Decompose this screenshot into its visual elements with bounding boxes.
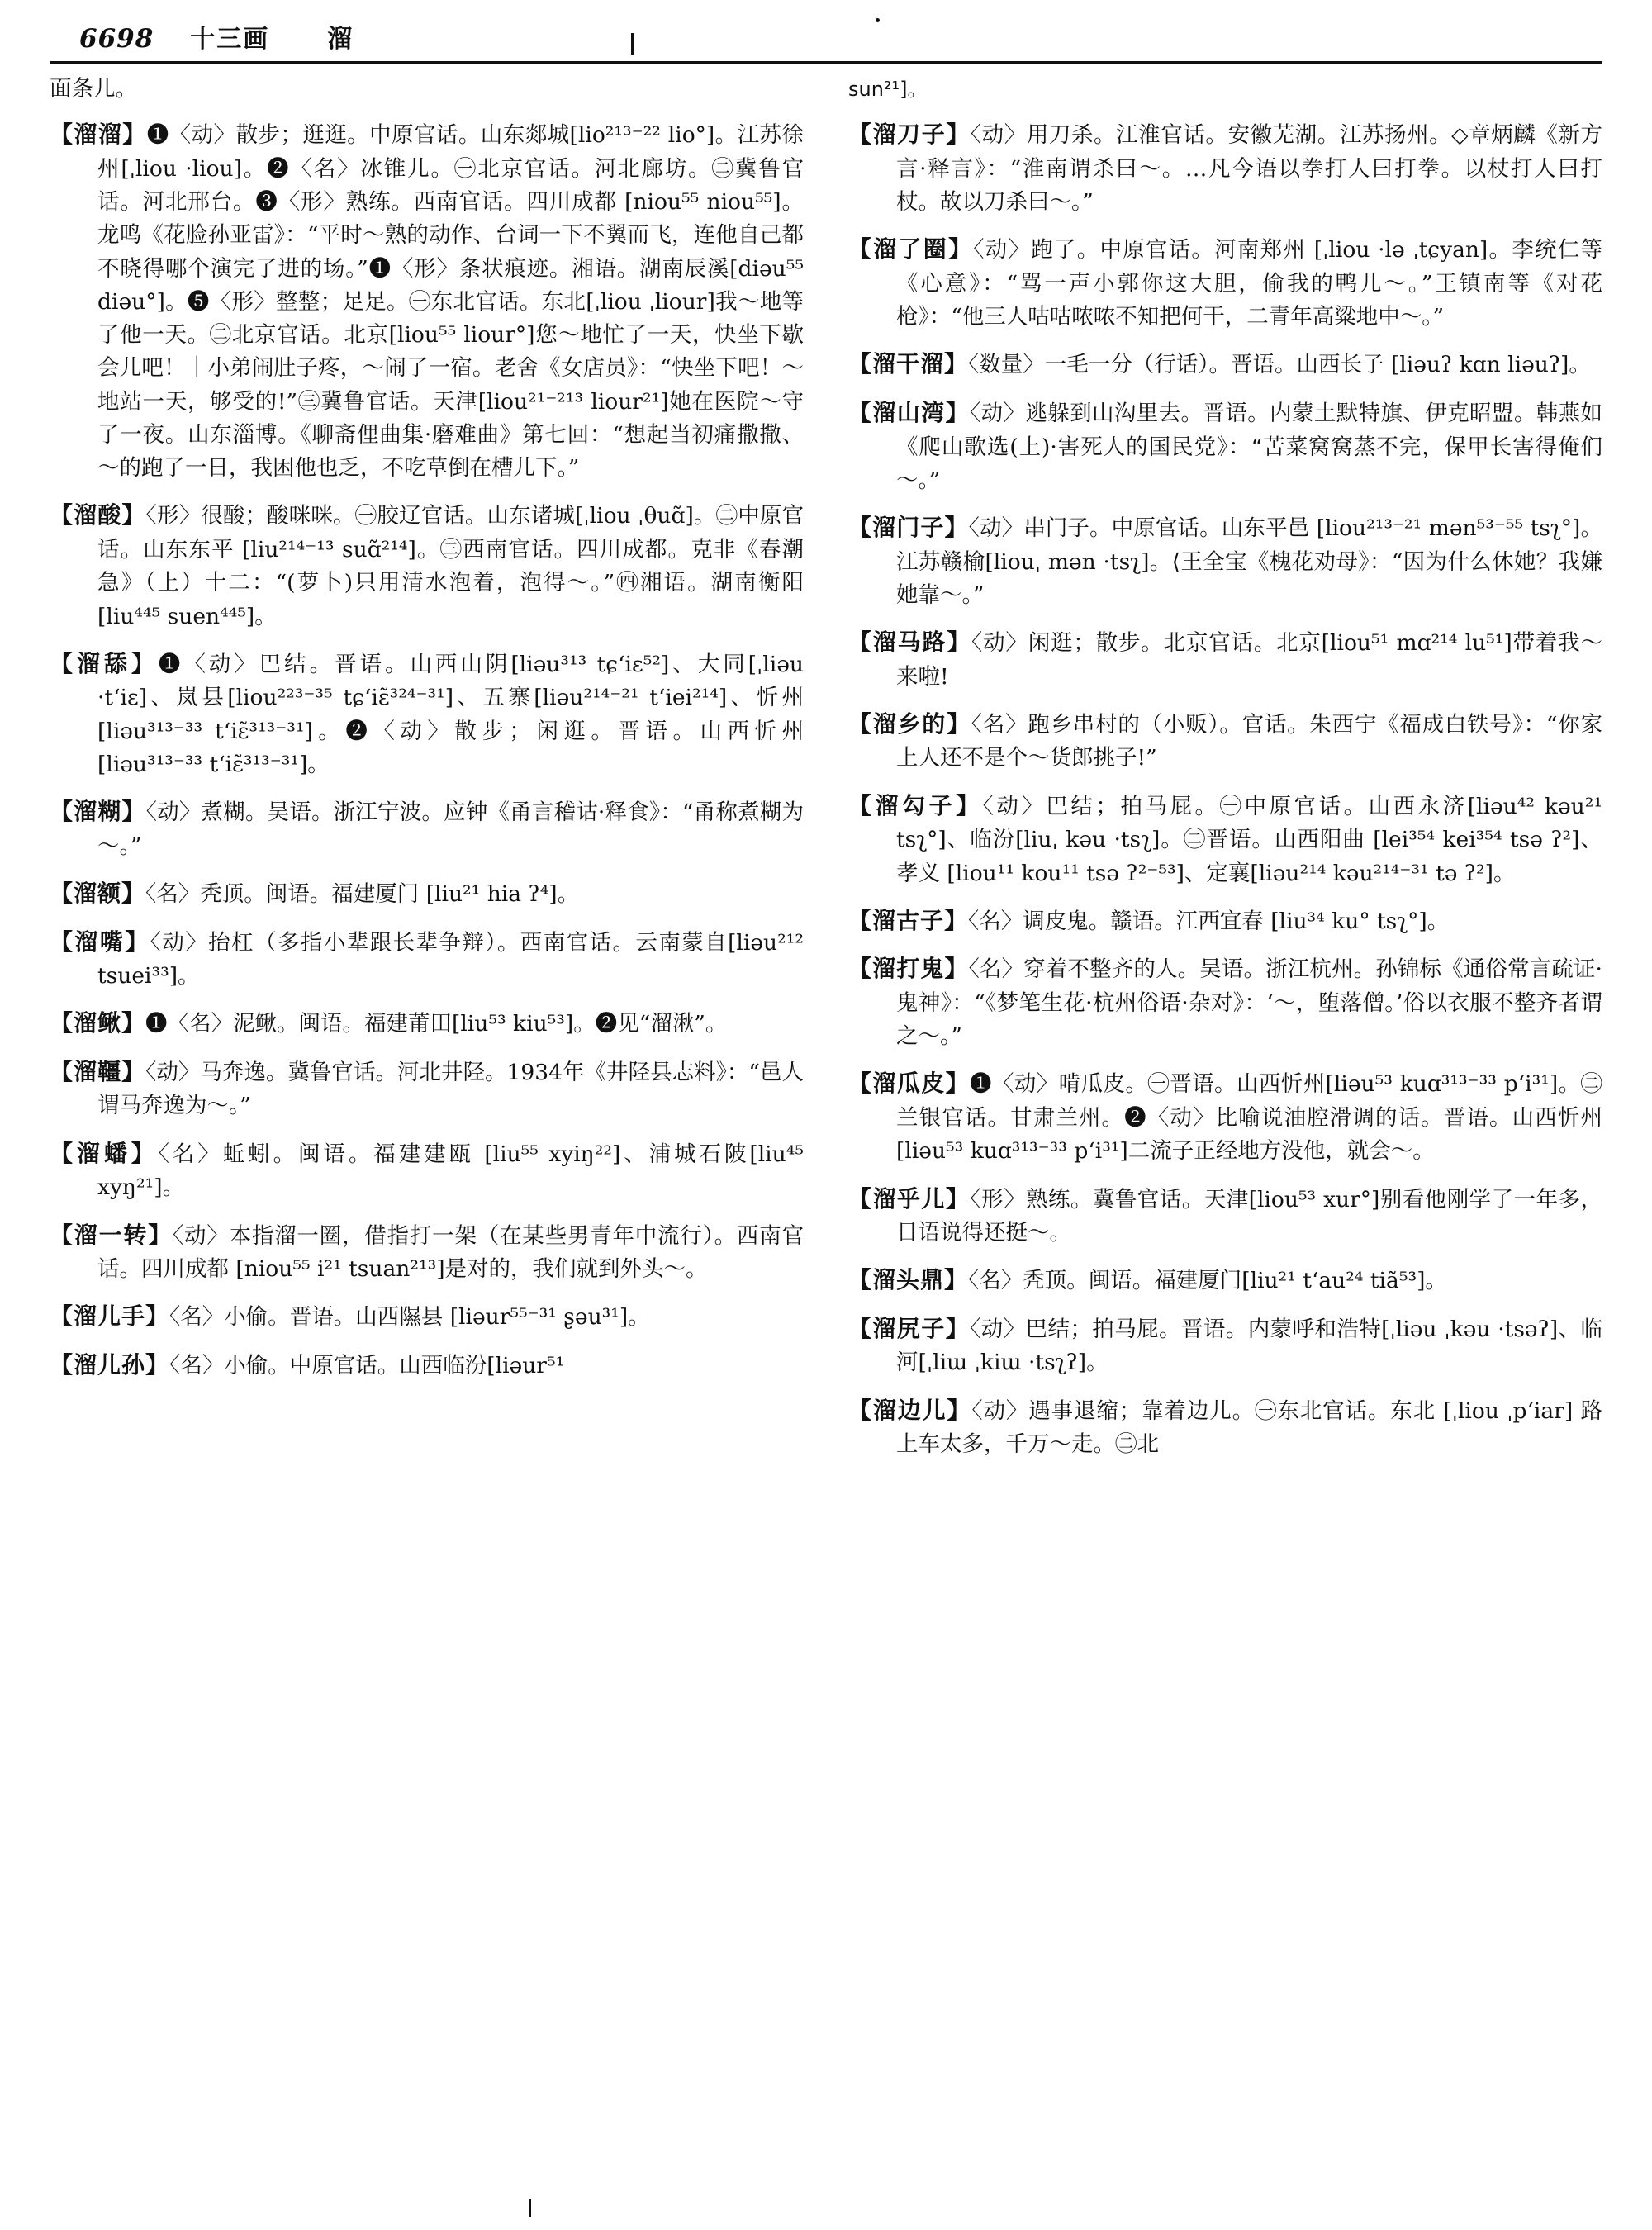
entry-body: 〈名〉调皮鬼。赣语。江西宜春 [liu³⁴ ku° tsʅ°]。	[968, 908, 1450, 934]
entry-headword: 【溜头鼎】	[848, 1266, 969, 1294]
dictionary-entry	[50, 1348, 804, 1383]
entry-headword: 【溜尻子】	[848, 1314, 971, 1342]
entry-body: 〈数量〉一毛一分（行话）。晋语。山西长子 [liəuʔ kɑn liəuʔ]。	[968, 352, 1591, 378]
entry-body: 〈名〉小偷。中原官话。山西临汾[liəur⁵¹	[169, 1352, 565, 1378]
stroke-count-label: 十三画	[190, 25, 270, 54]
left-column	[50, 73, 804, 1475]
entry-body: 〈名〉穿着不整齐的人。吴语。浙江杭州。孙锦标《通俗常言疏证·鬼神》：“《梦笔生花·杭州俗语·杂对》：‘～，堕落僧。’俗以衣服不整齐者谓之～。”	[896, 956, 1602, 1050]
entry-body: 〈动〉煮糊。吴语。浙江宁波。应钟《甬言稽诂·释食》：“甬称煮糊为～。”	[97, 799, 804, 859]
entry-body: 面条儿。	[50, 76, 137, 102]
entry-body: 〈动〉跑了。中原官话。河南郑州 [ˌliou ·lə ˌtɕyan]。李统仁等《心意》：“骂一声小郭你这大胆，偷我的鸭儿～。”王镇南等《对花枪》：“他三人咕咕哝哝不知把何干，二青年高粱地中～。”	[896, 237, 1602, 330]
header-character: 溜	[327, 25, 353, 54]
top-center-tick	[631, 33, 634, 55]
dictionary-entry	[50, 1299, 804, 1335]
entry-headword: 【溜勾子】	[848, 791, 983, 819]
entry-body: ❶〈动〉啃瓜皮。㊀晋语。山西忻州[liəu⁵³ kuɑ³¹³⁻³³ p‘i³¹]。㊁兰银官话。甘肃兰州。❷〈动〉比喻说油腔滑调的话。晋语。山西忻州 [liəu⁵³ kuɑ³¹³⁻³³ p‘i³¹]二流子正经地方没他，就会～。	[896, 1071, 1602, 1165]
entry-headword: 【溜额】	[50, 879, 146, 907]
dictionary-entry	[848, 707, 1602, 776]
dictionary-entry	[848, 1066, 1602, 1168]
dictionary-entry	[848, 1263, 1602, 1298]
dictionary-entry	[50, 925, 804, 994]
entry-body: 〈动〉串门子。中原官话。山东平邑 [liou²¹³⁻²¹ mən⁵³⁻⁵⁵ tsʅ°]。江苏赣榆[liouˌ mən ·tsʅ]。⟨王全宝《槐花劝母》：“因为什么休她？我嫌她靠～。”	[896, 515, 1602, 608]
dictionary-entry	[50, 795, 804, 863]
entry-body: ❶〈名〉泥鳅。闽语。福建莆田[liu⁵³ kiu⁵³]。❷见“溜湫”。	[145, 1011, 728, 1037]
dictionary-entry	[848, 396, 1602, 497]
dictionary-entry	[50, 117, 804, 485]
entry-body: 〈动〉抬杠（多指小辈跟长辈争辩）。西南官话。云南蒙自[liəu²¹² tsuei³³]。	[97, 929, 804, 989]
dictionary-entry	[848, 1393, 1602, 1462]
entry-continuation	[50, 73, 804, 106]
dictionary-entry	[848, 232, 1602, 334]
entry-headword: 【溜酸】	[50, 501, 146, 529]
entry-headword: 【溜乡的】	[848, 709, 971, 738]
entry-headword: 【溜马路】	[848, 629, 972, 657]
dictionary-entry	[50, 1006, 804, 1041]
dictionary-entry	[848, 789, 1602, 890]
dictionary-entry	[50, 498, 804, 633]
entry-body: 〈动〉遇事退缩；靠着边儿。㊀东北官话。东北 [ˌliou ˌp‘iar] 路上车太多，千万～走。㊁北	[896, 1397, 1602, 1458]
entry-headword: 【溜舔】	[50, 649, 159, 677]
entry-headword: 【溜边儿】	[848, 1396, 972, 1424]
right-column	[848, 73, 1602, 1475]
dictionary-entry	[848, 510, 1602, 612]
dictionary-entry	[848, 904, 1602, 939]
dictionary-entry	[848, 1182, 1602, 1250]
entry-headword: 【溜瓜皮】	[848, 1070, 971, 1098]
entry-headword: 【溜乎儿】	[848, 1184, 971, 1212]
dictionary-entry	[50, 1055, 804, 1123]
entry-body: 〈名〉秃顶。闽语。福建厦门 [liu²¹ hia ʔ⁴]。	[145, 880, 580, 907]
entry-body: 〈形〉很酸；酸咪咪。㊀胶辽官话。山东诸城[ˌliou ˌθuɑ̃]。㊁中原官话。山东东平 [liu²¹⁴⁻¹³ suɑ̃²¹⁴]。㊂西南官话。四川成都。克非《春潮急》（上）十二：“(萝卜)只用清水泡着，泡得～。”㊃湘语。湖南衡阳[liu⁴⁴⁵ suen⁴⁴⁵]。	[97, 503, 804, 629]
entry-headword: 【溜一转】	[50, 1221, 173, 1249]
entry-body: 〈名〉小偷。晋语。山西隰县 [liəur⁵⁵⁻³¹ ʂəu³¹]。	[169, 1304, 650, 1331]
entry-headword: 【溜鳅】	[50, 1009, 146, 1037]
entry-headword: 【溜门子】	[848, 514, 969, 542]
entry-headword: 【溜韁】	[50, 1057, 146, 1085]
entry-headword: 【溜嘴】	[50, 928, 150, 956]
entry-body: 〈名〉蚯蚓。闽语。福建建瓯 [liu⁵⁵ xyiŋ²²]、浦城石陂[liu⁴⁵ xyŋ²¹]。	[97, 1141, 804, 1201]
entry-body: 〈动〉闲逛；散步。北京官话。北京[liou⁵¹ mɑ²¹⁴ lu⁵¹]带着我～来啦!	[896, 630, 1602, 690]
dictionary-entry	[50, 876, 804, 912]
dictionary-entry	[848, 1312, 1602, 1380]
dictionary-entry	[848, 347, 1602, 382]
entry-body: 〈动〉巴结；拍马屁。㊀中原官话。山西永济[liəu⁴² kəu²¹ tsʅ°]、临汾[liuˌ kəu ·tsʅ]。㊁晋语。山西阳曲 [lei³⁵⁴ kei³⁵⁴ tsə ʔ²]、孝义 [liou¹¹ kou¹¹ tsə ʔ²⁻⁵³]、定襄[liəu²¹⁴ kəu²¹⁴⁻³¹ tə ʔ²]。	[896, 793, 1602, 886]
entry-headword: 【溜山湾】	[848, 398, 970, 426]
dictionary-entry	[50, 1136, 804, 1205]
dictionary-entry	[848, 117, 1602, 219]
dictionary-entry	[848, 625, 1602, 694]
entry-body: 〈名〉跑乡串村的（小贩）。官话。朱西宁《福成白铁号》：“你家上人还不是个～货郎挑子!”	[896, 711, 1602, 771]
entry-headword: 【溜糊】	[50, 798, 146, 826]
entry-body: 〈形〉熟练。冀鲁官话。天津[liou⁵³ xur°]别看他刚学了一年多，日语说得还挺～。	[896, 1186, 1602, 1246]
entry-body: ❶〈动〉散步；逛逛。中原官话。山东郯城[lio²¹³⁻²² lio°]。江苏徐州[ˌliou ·liou]。❷〈名〉冰锥儿。㊀北京官话。河北廊坊。㊁冀鲁官话。河北邢台。❸〈形〉熟练。西南官话。四川成都 [niou⁵⁵ niou⁵⁵]。龙鸣《花脸孙亚雷》：“平时～熟的动作、台词一下不翼而飞，连他自己都不晓得哪个演完了进的场。”❶〈形〉条状痕迹。湘语。湖南辰溪[diəu⁵⁵ diəu°]。❺〈形〉整整；足足。㊀东北官话。东北[ˌliou ˌliour]我～地等了他一天。㊁北京官话。北京[liou⁵⁵ liour°]您～地忙了一天，快坐下歇会儿吧！｜小弟闹肚子疼，～闹了一宿。老舍《女店员》：“快坐下吧！～地站一天，够受的!”㊂冀鲁官话。天津[liou²¹⁻²¹³ liour²¹]她在医院～守了一夜。山东淄博。《聊斋俚曲集·磨难曲》第七回：“想起当初痛撒撒、～的跑了一日，我困他也乏，不吃草倒在槽儿下。”	[97, 122, 804, 482]
entry-headword: 【溜打鬼】	[848, 955, 969, 983]
entry-body: 〈动〉巴结；拍马屁。晋语。内蒙呼和浩特[ˌliəu ˌkəu ·tsəʔ]、临河[ˌliɯ ˌkiɯ ·tsʅʔ]。	[896, 1316, 1602, 1376]
dictionary-entry	[50, 1218, 804, 1287]
entry-headword: 【溜古子】	[848, 906, 969, 934]
dictionary-entry	[848, 951, 1602, 1053]
folio-number: 6698	[79, 24, 154, 54]
top-dot-mark	[876, 18, 880, 22]
entry-headword: 【溜蟠】	[50, 1139, 159, 1167]
entry-body: 〈动〉用刀杀。江淮官话。安徽芜湖。江苏扬州。◇章炳麟《新方言·释言》：“淮南谓杀曰～。…凡今语以拳打人曰打拳。以杖打人曰打杖。故以刀杀曰～。”	[896, 122, 1602, 216]
entry-body: ❶〈动〉巴结。晋语。山西山阴[liəu³¹³ tɕ‘iɛ⁵²]、大同[ˌliəu ·t‘iɛ]、岚县[liou²²³⁻³⁵ tɕ‘iɛ̃³²⁴⁻³¹]、五寨[liəu²¹⁴⁻²¹ t‘iei²¹⁴]、忻州[liəu³¹³⁻³³ t‘iɛ̃³¹³⁻³¹]。❷〈动〉散步；闲逛。晋语。山西忻州 [liəu³¹³⁻³³ t‘iɛ̃³¹³⁻³¹]。	[97, 651, 804, 777]
entry-headword: 【溜儿孙】	[50, 1350, 170, 1378]
entry-body: 〈动〉马奔逸。冀鲁官话。河北井陉。1934年《井陉县志料》：“邑人谓马奔逸为～。”	[97, 1059, 804, 1119]
entry-headword: 【溜溜】	[50, 121, 147, 149]
bottom-center-tick	[529, 2199, 531, 2217]
entry-continuation	[848, 73, 1602, 106]
entry-headword: 【溜了圈】	[848, 235, 974, 263]
entry-body: sun²¹]。	[848, 78, 928, 101]
entry-headword: 【溜儿手】	[50, 1302, 170, 1331]
entry-headword: 【溜刀子】	[848, 121, 971, 149]
entry-body: 〈动〉本指溜一圈，借指打一架（在某些男青年中流行）。西南官话。四川成都 [niou⁵⁵ i²¹ tsuan²¹³]是对的，我们就到外头～。	[97, 1222, 805, 1283]
page-header	[79, 18, 352, 55]
dictionary-entry	[50, 647, 804, 781]
entry-body: 〈动〉逃躲到山沟里去。晋语。内蒙土默特旗、伊克昭盟。韩燕如《爬山歌选(上)·害死人的国民党》：“苦菜窝窝蒸不完，保甲长害得俺们～。”	[896, 400, 1602, 493]
header-divider	[50, 61, 1602, 64]
column-container	[50, 73, 1602, 1475]
entry-body: 〈名〉秃顶。闽语。福建厦门[liu²¹ t‘au²⁴ tiã⁵³]。	[968, 1268, 1447, 1294]
entry-headword: 【溜干溜】	[848, 350, 969, 378]
